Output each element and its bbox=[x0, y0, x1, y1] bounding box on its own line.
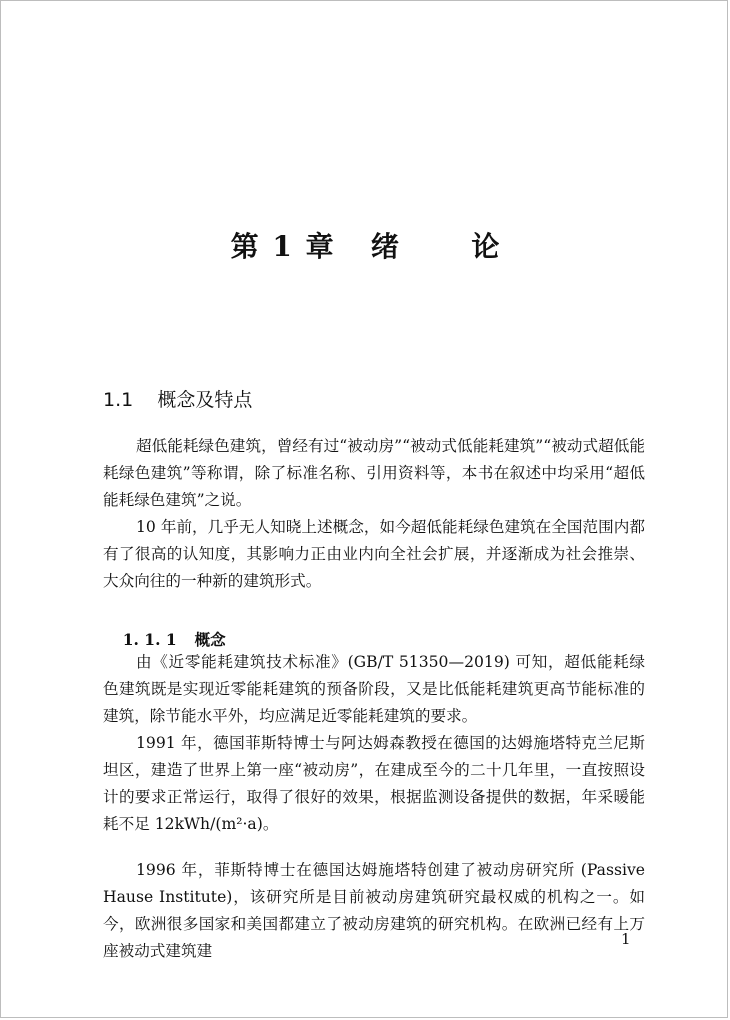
page-number: 1 bbox=[621, 930, 631, 948]
paragraph-5: 1996 年，菲斯特博士在德国达姆施塔特创建了被动房研究所 (Passive Hause Institute)，该研究所是目前被动房建筑研究最权威的机构之一。如今，欧洲很多国家和美国都建立了被动房建筑的研究机构。在欧洲已经有上万座被动式建筑建 bbox=[103, 861, 645, 960]
paragraph-1: 超低能耗绿色建筑，曾经有过“被动房”“被动式低能耗建筑”“被动式超低能耗绿色建筑”等称谓，除了标准名称、引用资料等，本书在叙述中均采用“超低能耗绿色建筑”之说。 bbox=[103, 437, 645, 509]
subsection-number: 1. 1. 1 bbox=[122, 630, 177, 649]
chapter-title: 第 1 章 绪 论 bbox=[230, 230, 502, 263]
subsection-label: 概念 bbox=[194, 631, 226, 649]
section-heading: 1.1 概念及特点 bbox=[103, 389, 253, 411]
paragraph-3: 由《近零能耗建筑技术标准》(GB/T 51350—2019) 可知，超低能耗绿色建筑既是实现近零能耗建筑的预备阶段，又是比低能耗建筑更高节能标准的建筑，除节能水平外，均应满足近零能耗建筑的要求。 bbox=[103, 653, 645, 725]
paragraph-4: 1991 年，德国菲斯特博士与阿达姆森教授在德国的达姆施塔特克兰尼斯坦区，建造了世界上第一座“被动房”，在建成至今的二十几年里，一直按照设计的要求正常运行，取得了很好的效果，根据监测设备提供的数据，年采暖能耗不足 12kWh/(m²·a)。 bbox=[103, 734, 645, 833]
paragraph-2: 10 年前，几乎无人知晓上述概念，如今超低能耗绿色建筑在全国范围内都有了很高的认知度，其影响力正由业内向全社会扩展，并逐渐成为社会推崇、大众向往的一种新的建筑形式。 bbox=[103, 518, 645, 590]
